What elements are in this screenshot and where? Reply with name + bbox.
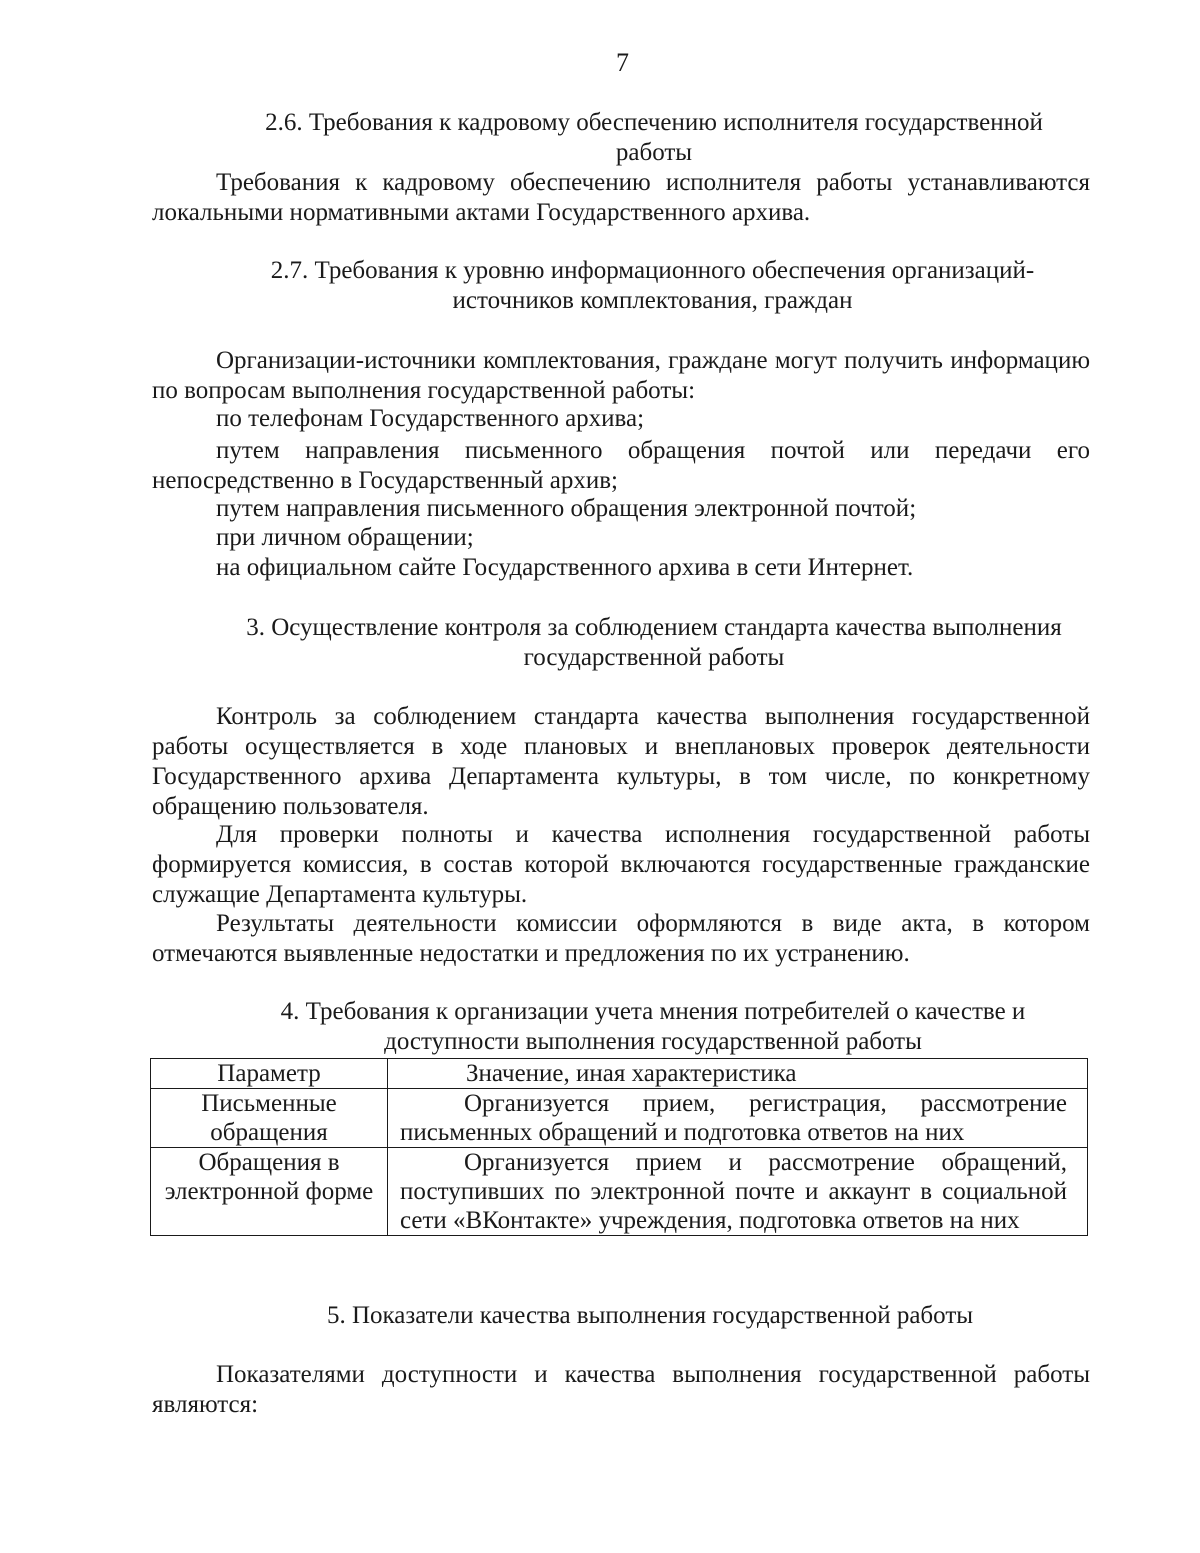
- page-number: 7: [616, 48, 629, 77]
- section-2-7-intro: Организации-источники комплектования, граждане могут получить информацию по вопросам выполнения государственной работы:: [152, 347, 1090, 404]
- section-3-title: 3. Осуществление контроля за соблюдением стандарта качества выполнения государственной работы: [246, 614, 1062, 671]
- section-2-6-text: Требования к кадровому обеспечению исполнителя работы устанавливаются локальными нормативными актами Государственного архива.: [152, 169, 1090, 226]
- section-2-6-title: 2.6. Требования к кадровому обеспечению исполнителя государственной работы: [265, 109, 1043, 166]
- section-4-title: 4. Требования к организации учета мнения потребителей о качестве и доступности выполнения государственной работы: [280, 998, 1026, 1055]
- section-3-paragraph-2: Для проверки полноты и качества исполнения государственной работы формируется комиссия, в состав которой включаются государственные гражданские служащие Департамента культуры.: [152, 821, 1090, 908]
- section-2-7-item-2: путем направления письменного обращения почтой или передачи его непосредственно в Государственный архив;: [152, 437, 1090, 494]
- section-2-7-item-3: путем направления письменного обращения электронной почтой;: [216, 495, 917, 522]
- table-cell-param: Письменные обращения: [151, 1089, 388, 1148]
- table-cell-value: Организуется прием и рассмотрение обращений, поступивших по электронной почте и аккаунт в социальной сети «ВКонтакте» учреждения, подготовка ответов на них: [388, 1148, 1088, 1236]
- table-row: [151, 1089, 1088, 1148]
- section-3-paragraph-3: Результаты деятельности комиссии оформляются в виде акта, в котором отмечаются выявленные недостатки и предложения по их устранению.: [152, 910, 1090, 967]
- section-3-paragraph-1: Контроль за соблюдением стандарта качества выполнения государственной работы осуществляется в ходе плановых и внеплановых проверок деятельности Государственного архива Департамента культуры, в том числе, по конкретному обращению пользователя.: [152, 703, 1090, 820]
- section-2-7-item-5: на официальном сайте Государственного архива в сети Интернет.: [216, 554, 914, 581]
- section-5-text: Показателями доступности и качества выполнения государственной работы являются:: [152, 1361, 1090, 1418]
- table-header-param: Параметр: [151, 1059, 388, 1089]
- table-cell-param: Обращения в электронной форме: [151, 1148, 388, 1236]
- table-header-value: Значение, иная характеристика: [388, 1059, 1088, 1089]
- section-2-7-item-1: по телефонам Государственного архива;: [216, 405, 645, 432]
- table-row: [151, 1148, 1088, 1236]
- section-5-title: 5. Показатели качества выполнения государственной работы: [326, 1302, 974, 1329]
- table-cell-value: Организуется прием, регистрация, рассмотрение письменных обращений и подготовка ответов на них: [388, 1089, 1088, 1148]
- section-2-7-title: 2.7. Требования к уровню информационного обеспечения организаций-источников комплектования, граждан: [270, 257, 1035, 314]
- consumer-opinion-table: [150, 1058, 1088, 1236]
- section-2-7-item-4: при личном обращении;: [216, 524, 474, 551]
- table-header-row: [151, 1059, 1088, 1089]
